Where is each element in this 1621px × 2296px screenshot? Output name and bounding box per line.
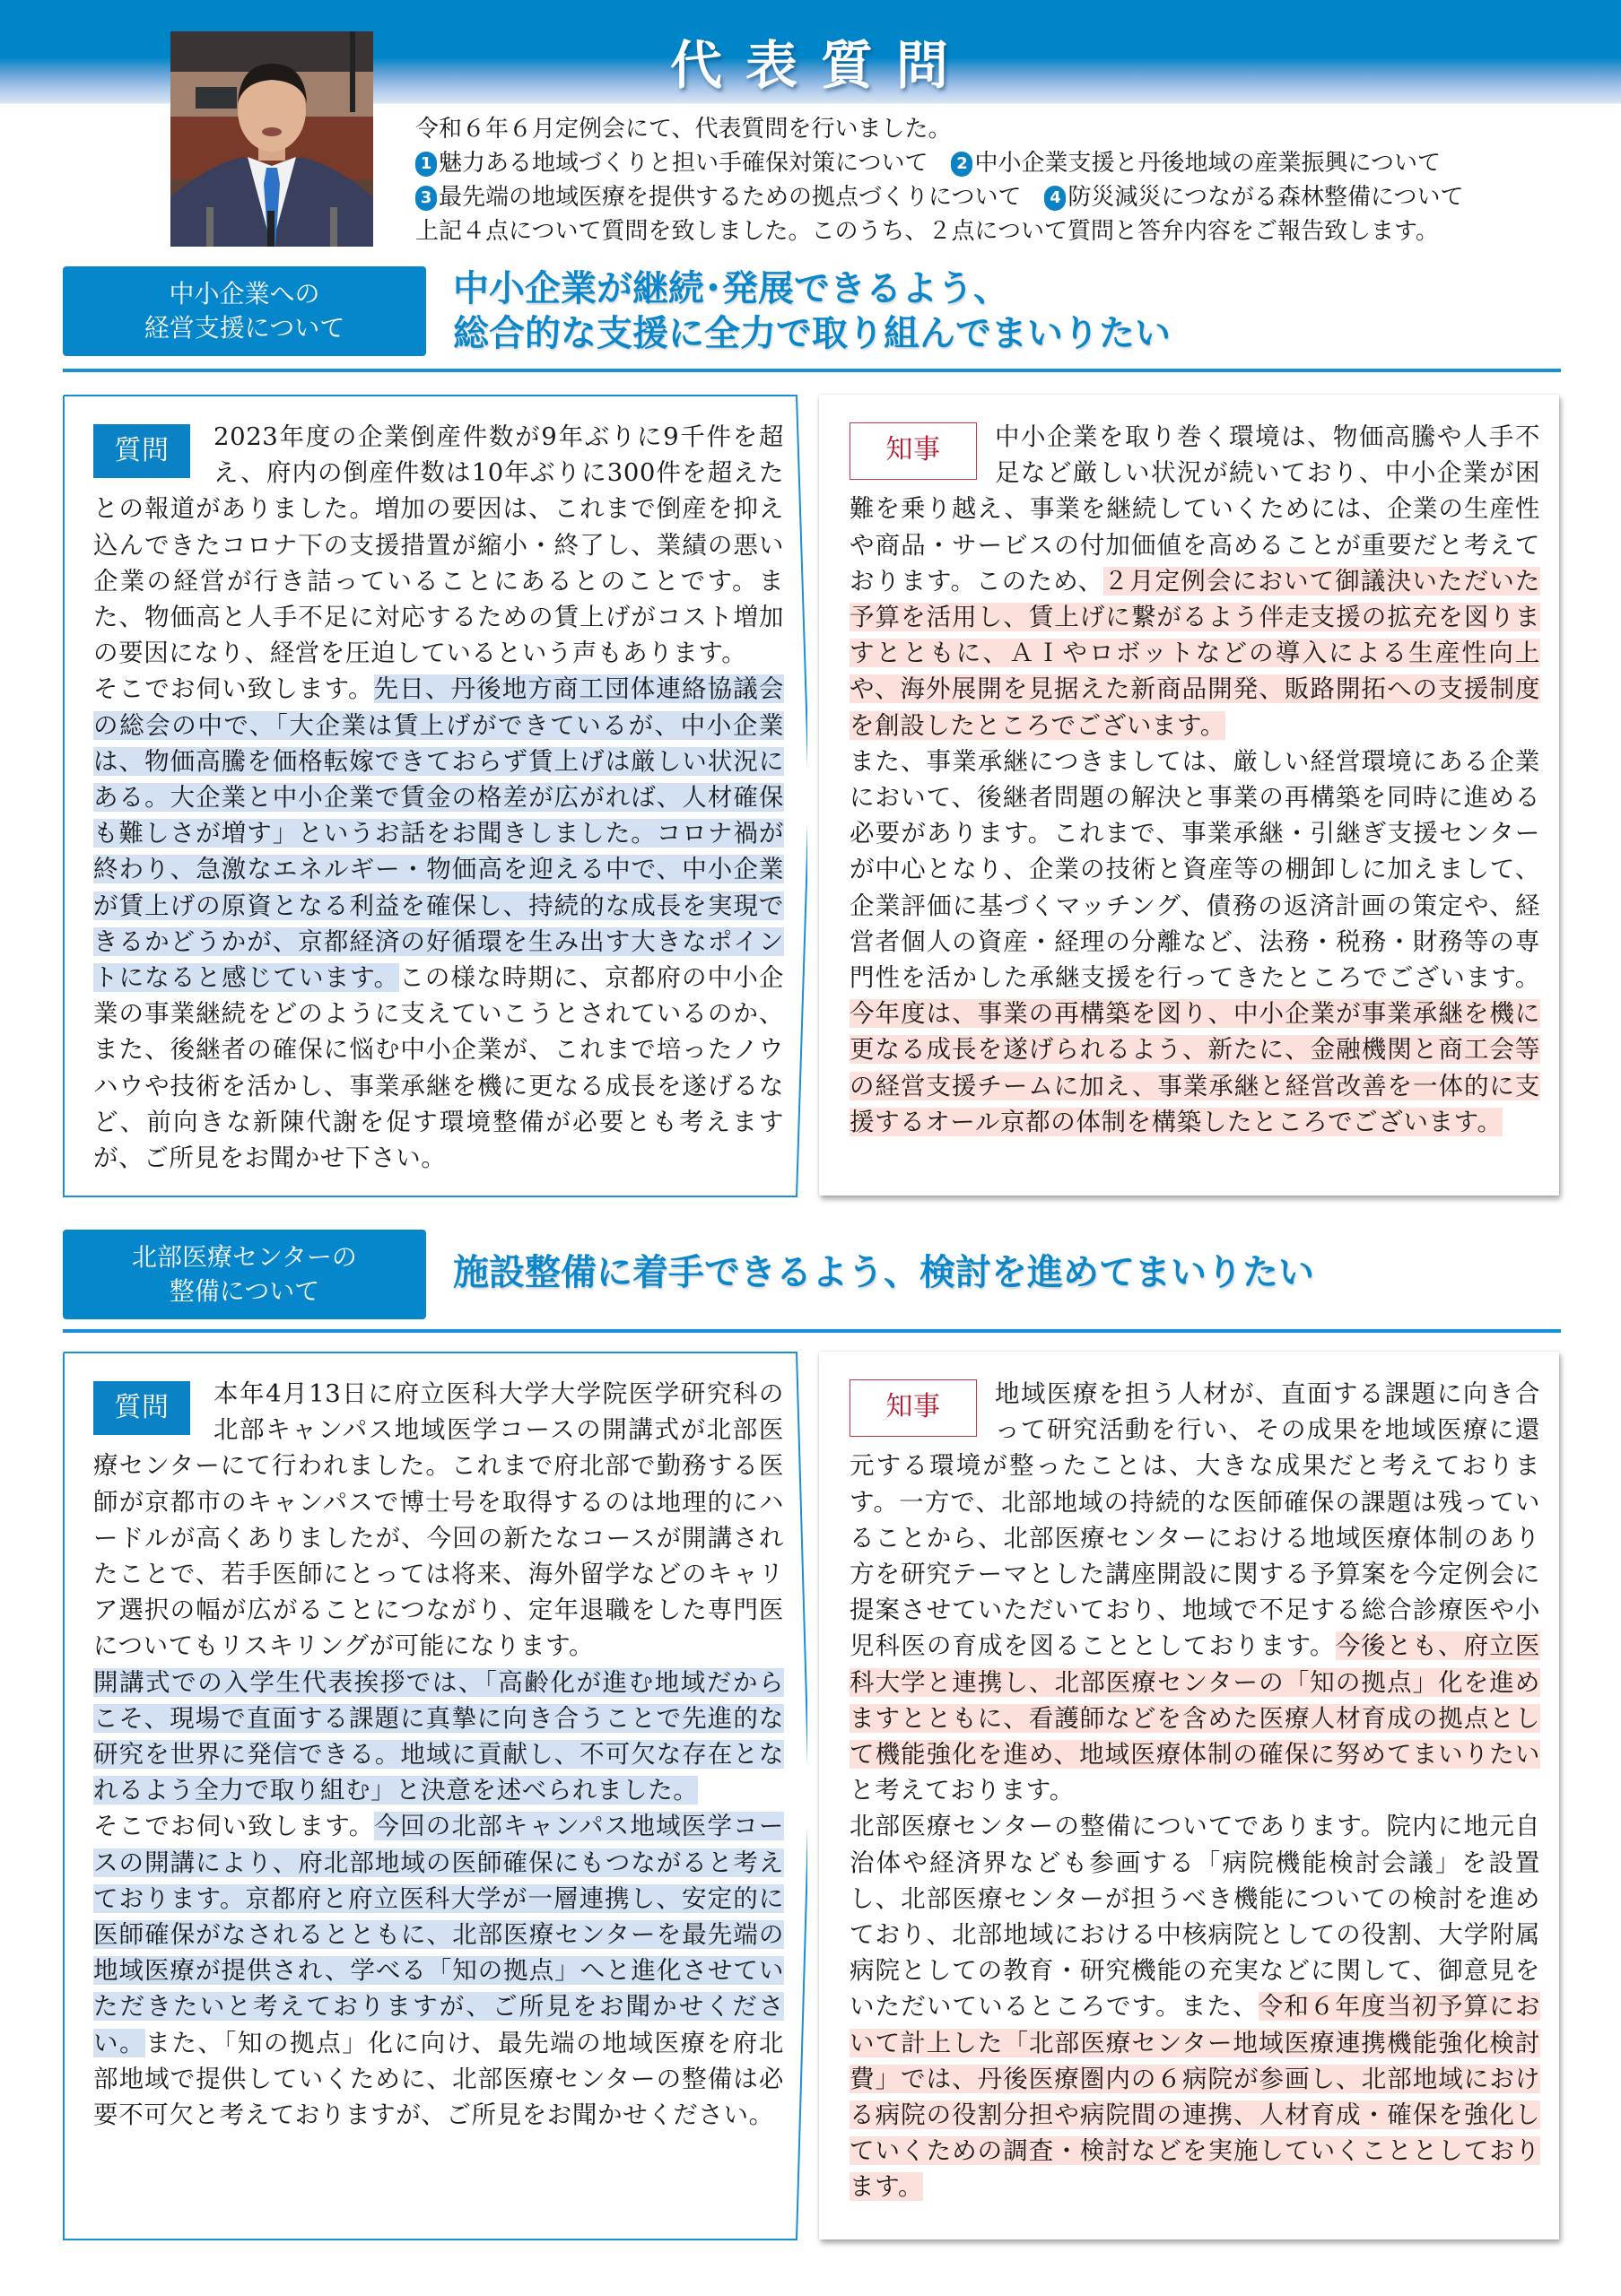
section-tag-medical-center	[63, 1230, 426, 1319]
text-passage: 本年4月13日に府立医科大学大学院医学研究科の北部キャンパス地域医学コースの開講式が北部医療センターにて行われました。これまで府北部で勤務する医師が京都市のキャンパスで博士号を取得するのは地理的にハードルが高くありましたが、今回の新たなコースが開講されたことで、若手医師にとっては将来、海外留学などのキャリア選択の幅が広がることにつながり、定年退職をした専門医についてもリスキリングが可能になります。	[93, 1379, 784, 1661]
text-passage: そこでお伺い致します。	[93, 674, 374, 704]
topic-item	[1044, 184, 1463, 211]
text-passage: また、事業承継につきましては、厳しい経営環境にある企業において、後継者問題の解決と事業の再構築を同時に進める必要があります。これまで、事業承継・引継ぎ支援センターが中心となり、企業の技術と資産等の棚卸しに加えまして、企業評価に基づくマッチング、債務の返済計画の策定や、経営者個人の資産・経理の分離など、法務・税務・財務等の専門性を活かした承継支援を行ってきたところでございます。	[850, 746, 1540, 993]
text-passage: 地域医療を担う人材が、直面する課題に向き合って研究活動を行い、その成果を地域医療に還元する環境が整ったことは、大きな成果だと考えております。一方で、北部地域の持続的な医師確保の課題は残っていることから、北部医療センターにおける地域医療体制のあり方を研究テーマとした講座開設に関する予算案を今定例会に提案させていただいており、地域で不足する総合診療医や小児科医の育成を図ることとしております。	[850, 1379, 1540, 1661]
section-headline	[453, 1250, 1314, 1295]
topic-label: 中小企業支援と丹後地域の産業振興について	[974, 150, 1441, 177]
section-divider	[63, 369, 1561, 372]
section-headline	[453, 266, 1171, 356]
governor-label: 知事	[850, 422, 977, 480]
number-4-icon: 4	[1044, 186, 1066, 211]
answer-body	[850, 1379, 1540, 2201]
text-passage: 2023年度の企業倒産件数が9年ぶりに9千件を超え、府内の倒産件数は10年ぶりに300件を超えたとの報道がありました。増加の要因は、これまで倒産を抑え込んできたコロナ下の支援措置が縮小・終了し、業績の悪い企業の経営が行き詰っていることにあるとのことです。また、物価高と人手不足に対応するための賃上げがコスト増加の要因になり、経営を圧迫しているという声もあります。	[93, 422, 784, 668]
text-passage: この様な時期に、京都府の中小企業の事業継続をどのように支えていこうとされているのか、また、後継者の確保に悩む中小企業が、これまで培ったノウハウや技術を活かし、事業承継を機に更なる成長を遂げるなど、前向きな新陳代謝を促す環境整備が必要とも考えますが、ご所見をお聞かせ下さい。	[93, 963, 785, 1173]
section-tag-line: 中小企業への	[169, 279, 320, 309]
headline-line: 総合的な支援に全力で取り組んでまいりたい	[453, 313, 1171, 354]
answer-box	[819, 395, 1559, 1196]
topic-item	[415, 184, 1021, 211]
headline-line: 施設整備に着手できるよう、検討を進めてまいりたい	[453, 1252, 1314, 1293]
intro-closing: 上記４点について質問を致しました。このうち、２点について質問と答弁内容をご報告致します。	[415, 218, 1439, 245]
topic-item	[951, 150, 1440, 177]
number-2-icon: 2	[951, 152, 972, 177]
topic-label: 魅力ある地域づくりと担い手確保対策について	[439, 150, 928, 177]
section-tag-line: 整備について	[169, 1276, 320, 1306]
question-label: 質問	[93, 1381, 190, 1435]
section-tag-line: 経営支援について	[144, 313, 345, 343]
question-box	[63, 395, 798, 1197]
highlighted-passage: 開講式での入学生代表挨拶では、「高齢化が進む地域だからこそ、現場で直面する課題に真摯に向き合うことで先進的な研究を世界に発信できる。地域に貢献し、不可欠な存在となれるよう全力で取り組む」と決意を述べられました。	[93, 1667, 784, 1805]
answer-text	[850, 419, 1540, 1140]
text-passage: 中小企業を取り巻く環境は、物価高騰や人手不足など厳しい状況が続いており、中小企業が困難を乗り越え、事業を継続していくためには、企業の生産性や商品・サービスの付加価値を高めることが重要だと考えております。このため、	[850, 422, 1540, 596]
question-body	[93, 1379, 784, 2129]
section-tag-line: 北部医療センターの	[132, 1242, 357, 1272]
text-passage: と考えております。	[850, 1776, 1075, 1805]
question-body	[93, 422, 784, 1172]
number-1-icon: 1	[415, 152, 437, 177]
intro-text	[415, 112, 1582, 248]
answer-body	[850, 422, 1540, 1136]
number-3-icon: 3	[415, 186, 437, 211]
topic-item	[415, 150, 928, 177]
page-title: 代表質問	[669, 35, 972, 96]
highlighted-passage: ２月定例会において御議決いただいた予算を活用し、賃上げに繋がるよう伴走支援の拡充を図りますとともに、ＡＩやロボットなどの導入による生産性向上や、海外展開を見据えた新商品開発、販路開拓への支援制度を創設したところでございます。	[850, 566, 1540, 740]
topic-row	[415, 146, 1582, 180]
topic-row	[415, 180, 1582, 214]
highlighted-passage: 令和６年度当初予算において計上した「北部医療センター地域医療連携機能強化検討費」では、丹後医療圏内の６病院が参画し、北部地域における病院の役割分担や病院間の連携、人材育成・確保を強化していくための調査・検討などを実施していくこととしております。	[850, 1992, 1541, 2202]
section-divider	[63, 1329, 1561, 1333]
portrait-photo	[170, 31, 373, 247]
text-passage: また、「知の拠点」化に向け、最先端の地域医療を府北部地域で提供していくために、北部医療センターの整備は必要不可欠と考えておりますが、ご所見をお聞かせください。	[93, 2028, 784, 2130]
portrait-photo-icon	[170, 31, 373, 247]
topic-label: 最先端の地域医療を提供するための拠点づくりについて	[439, 184, 1022, 211]
headline-line: 中小企業が継続･発展できるよう、	[453, 268, 1009, 309]
intro-line: 令和６年６月定例会にて、代表質問を行いました。	[415, 116, 952, 143]
question-label: 質問	[93, 424, 190, 478]
topic-label: 防災減災につながる森林整備について	[1068, 184, 1464, 211]
highlighted-passage: 今回の北部キャンパス地域医学コースの開講により、府北部地域の医師確保にもつながると考えております。京都府と府立医科大学が一層連携し、安定的に医師確保がなされるとともに、北部医療センターを最先端の地域医療が提供され、学べる「知の拠点」へと進化させていただきたいと考えておりますが、ご所見をお聞かせください。	[93, 1812, 784, 2057]
governor-label: 知事	[850, 1379, 977, 1437]
answer-text	[850, 1376, 1540, 2205]
section-tag-sme-support	[63, 266, 426, 356]
highlighted-passage: 今後とも、府立医科大学と連携し、北部医療センターの「知の拠点」化を進めますとともに、看護師などを含めた医療人材育成の拠点として機能強化を進め、地域医療体制の確保に努めてまいりたい	[850, 1631, 1540, 1770]
highlighted-passage: 先日、丹後地方商工団体連絡協議会の総会の中で、「大企業は賃上げができているが、中小企業は、物価高騰を価格転嫁できておらず賃上げは厳しい状況にある。大企業と中小企業で賃金の格差が広がれば、人材確保も難しさが増す」というお話をお聞きしました。コロナ禍が終わり、急激なエネルギー・物価高を迎える中で、中小企業が賃上げの原資となる利益を確保し、持続的な成長を実現できるかどうかが、京都経済の好循環を生み出す大きなポイントになると感じています。	[93, 674, 784, 993]
highlighted-passage: 今年度は、事業の再構築を図り、中小企業が事業承継を機に更なる成長を遂げられるよう、新たに、金融機関と商工会等の経営支援チームに加え、事業承継と経営改善を一体的に支援するオール京都の体制を構築したところでございます。	[850, 999, 1540, 1136]
text-passage: そこでお伺い致します。	[93, 1812, 375, 1841]
text-passage: 北部医療センターの整備についてであります。院内に地元自治体や経済界なども参画する「病院機能検討会議」を設置し、北部医療センターが担うべき機能についての検討を進めており、北部地域における中核病院としての役割、大学附属病院としての教育・研究機能の充実などに関して、御意見をいただいているところです。また、	[850, 1812, 1540, 2022]
answer-box	[819, 1352, 1559, 2239]
question-text	[93, 1376, 784, 2133]
question-box	[63, 1352, 798, 2241]
question-text	[93, 419, 784, 1176]
